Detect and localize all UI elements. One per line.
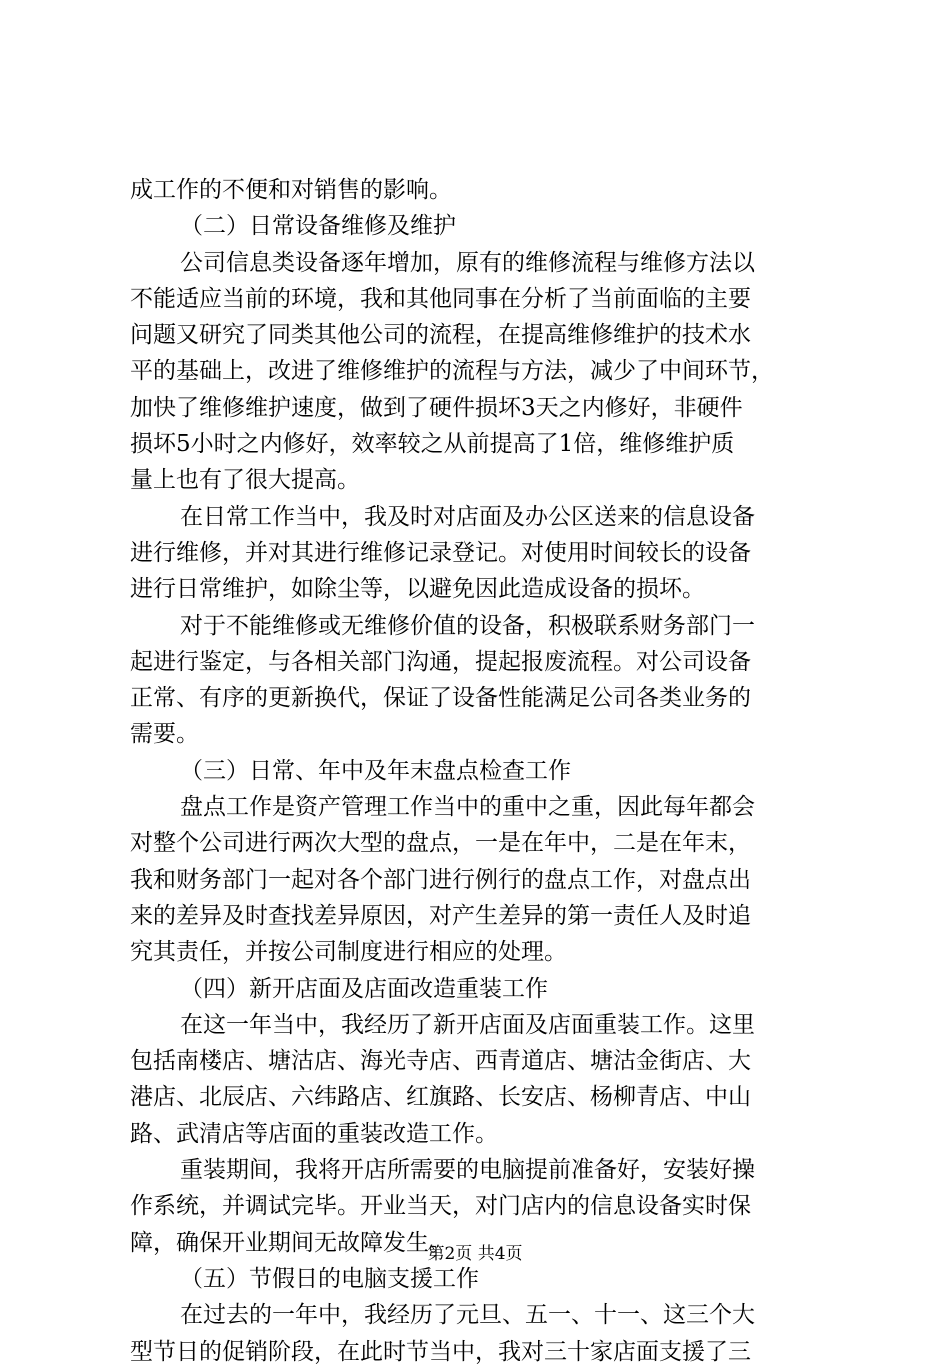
text-line: 障，确保开业期间无故障发生。 (130, 1229, 452, 1256)
document-body (130, 172, 850, 1370)
text-line: 量上也有了很大提高。 (130, 467, 360, 494)
text-line: 正常、有序的更新换代，保证了设备性能满足公司各类业务的 (130, 685, 751, 712)
text-line: （四）新开店面及店面改造重装工作 (180, 975, 548, 1002)
text-line: 公司信息类设备逐年增加，原有的维修流程与维修方法以 (180, 249, 755, 276)
text-line: 港店、北辰店、六纬路店、红旗路、长安店、杨柳青店、中山 (130, 1084, 751, 1111)
text-line: 究其责任，并按公司制度进行相应的处理。 (130, 939, 567, 966)
text-line: 盘点工作是资产管理工作当中的重中之重，因此每年都会 (180, 794, 755, 821)
text-line: 需要。 (130, 721, 199, 748)
text-line: 起进行鉴定，与各相关部门沟通，提起报废流程。对公司设备 (130, 648, 751, 675)
text-line: 加快了维修维护速度，做到了硬件损坏3天之内修好，非硬件 (130, 394, 743, 421)
text-line: 进行维修，并对其进行维修记录登记。对使用时间较长的设备 (130, 539, 751, 566)
text-line: 问题又研究了同类其他公司的流程，在提高维修维护的技术水 (130, 322, 751, 349)
text-line: （五）节假日的电脑支援工作 (180, 1265, 479, 1292)
text-line: 我和财务部门一起对各个部门进行例行的盘点工作，对盘点出 (130, 866, 751, 893)
text-line: 成工作的不便和对销售的影响。 (130, 177, 452, 203)
text-line: （三）日常、年中及年末盘点检查工作 (180, 757, 571, 784)
text-line: （二）日常设备维修及维护 (180, 213, 456, 240)
text-line: 在这一年当中，我经历了新开店面及店面重装工作。这里 (180, 1011, 755, 1038)
text-line: 型节日的促销阶段，在此时节当中，我对三十家店面支援了三 (130, 1338, 751, 1365)
text-line: 在日常工作当中，我及时对店面及办公区送来的信息设备 (180, 503, 755, 530)
text-line: 路、武清店等店面的重装改造工作。 (130, 1120, 498, 1147)
page-footer: 第2页 共4页 (427, 1244, 523, 1264)
text-line: 重装期间，我将开店所需要的电脑提前准备好，安装好操 (180, 1157, 755, 1184)
text-line: 对于不能维修或无维修价值的设备，积极联系财务部门一 (180, 612, 755, 639)
text-line: 平的基础上，改进了维修维护的流程与方法，减少了中间环节， (130, 358, 774, 385)
text-line: 在过去的一年中，我经历了元旦、五一、十一、这三个大 (180, 1302, 755, 1329)
text-line: 对整个公司进行两次大型的盘点，一是在年中，二是在年末， (130, 830, 751, 857)
text-line: 作系统，并调试完毕。开业当天，对门店内的信息设备实时保 (130, 1193, 751, 1220)
text-line: 进行日常维护，如除尘等，以避免因此造成设备的损坏。 (130, 576, 705, 603)
text-line: 不能适应当前的环境，我和其他同事在分析了当前面临的主要 (130, 285, 751, 312)
text-line: 来的差异及时查找差异原因，对产生差异的第一责任人及时追 (130, 902, 751, 929)
text-line: 包括南楼店、塘沽店、海光寺店、西青道店、塘沽金街店、大 (130, 1048, 751, 1075)
text-line: 损坏5小时之内修好，效率较之从前提高了1倍，维修维护质 (130, 431, 735, 458)
